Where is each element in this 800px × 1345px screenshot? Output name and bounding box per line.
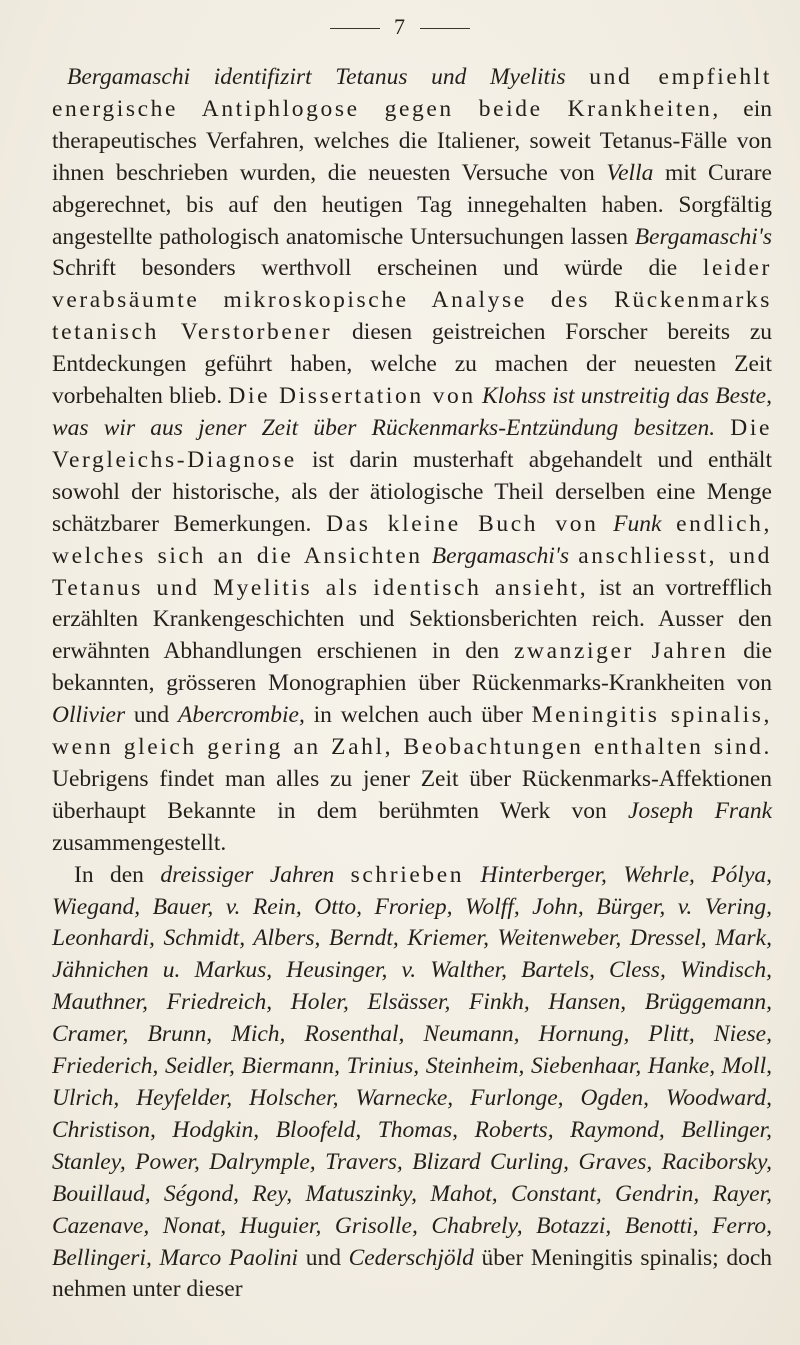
text-run: und: [125, 702, 178, 729]
header-rule-left: [330, 28, 380, 29]
italic-run: Klohss ist unstreitig das Beste, was wir aus jener Zeit über Rückenmarks-Entzündung besitzen.: [52, 383, 772, 441]
spaced-emphasis-run: zwanziger Jahren: [514, 638, 729, 665]
text-run: [715, 415, 730, 441]
italic-run: Bergamaschi's: [634, 223, 772, 250]
text-run: in welchen auch über: [304, 702, 532, 729]
text-run: mit Curare abgerechnet, bis auf den heutigen Tag innegehalten haben. Sorgfältig angestellte pathologisch anatomische Untersuchungen lassen: [52, 159, 772, 250]
text-run: über Meningitis spinalis; doch nehmen unter dieser: [52, 1244, 773, 1303]
text-run: diesen geistreichen Forscher bereits zu Entdeckungen geführt haben, welche zu machen der neuesten Zeit vorbehalten blieb.: [52, 319, 772, 410]
spaced-emphasis-run: Das kleine Buch von: [326, 510, 599, 537]
text-run: und: [298, 1244, 349, 1271]
spaced-emphasis-run: endlich, welches sich an die Ansichten: [52, 510, 772, 569]
text-run: Uebrigens findet man alles zu jener Zeit über Rückenmarks-Affektionen überhaupt Bekannte in dem berühmten Werk von: [52, 765, 772, 824]
text-run: Schrift besonders werthvoll erscheinen und würde die: [52, 255, 703, 282]
spaced-emphasis-run: leider verabsäumte mikroskopische Analyse des Rückenmarks tetanisch Verstorbener: [52, 255, 772, 346]
italic-run: Hinterberger, Wehrle, Pólya, Wiegand, Bauer, v. Rein, Otto, Froriep, Wolff, John, Bürger, v. Vering, Leonhardi, Schmidt, Albers, Berndt, Kriemer, Weitenweber, Dressel, Mark, Jähnichen u. Markus, Heusinger, v. Walther, Bartels, Cless, Windisch, Mauthner, Friedreich, Holer, Elsässer, Finkh, Hansen, Brüggemann, Cramer, Brunn, Mich, Rosenthal, Neumann, Hornung, Plitt, Niese, Friederich, Seidler, Biermann, Trinius, Steinheim, Siebenhaar, Hanke, Moll, Ulrich, Heyfelder, Holscher, Warnecke, Furlonge, Ogden, Woodward, Christison, Hodgkin, Bloofeld, Thomas, Roberts, Raymond, Bellinger, Stanley, Power, Dalrymple, Travers, Blizard Curling, Graves, Raciborsky, Bouillaud, Ségond, Rey, Matuszinky, Mahot, Constant, Gendrin, Rayer, Cazenave, Nonat, Huguier, Grisolle, Chabrely, Botazzi, Benotti, Ferro, Bellingeri, Marco Paolini: [52, 861, 772, 1271]
italic-run: Bergamaschi's: [431, 542, 570, 569]
text-run: [661, 511, 676, 537]
text-run: [598, 511, 613, 537]
header-rule-right: [420, 28, 470, 29]
spaced-emphasis-run: Meningitis spinalis, wenn gleich gering an Zahl, Beobachtungen enthalten sind.: [52, 702, 773, 761]
text-run: [334, 862, 350, 888]
body-text: [52, 62, 772, 1306]
italic-run: Funk: [613, 510, 662, 537]
page-header: [0, 14, 800, 40]
spaced-emphasis-run: Die Vergleichs-Diagnose: [52, 414, 772, 473]
text-run: [464, 862, 480, 888]
italic-run: Joseph Frank: [628, 797, 772, 824]
italic-run: Bergamaschi identifizirt Tetanus und Myelitis: [67, 64, 566, 90]
italic-run: Abercrombie,: [178, 702, 305, 729]
text-run: [566, 64, 590, 90]
text-run: die bekannten, grösseren Monographien über Rückenmarks-Krankheiten von: [52, 638, 772, 697]
text-run: In den: [74, 861, 161, 888]
spaced-emphasis-run: schrieben: [350, 861, 465, 888]
italic-run: Vella: [606, 159, 654, 186]
text-run: ein therapeutisches Verfahren, welches die Italiener, soweit Tetanus-Fälle von ihnen beschrieben wurden, die neuesten Versuche von: [52, 95, 772, 186]
text-run: ist darin musterhaft abgehandelt und enthält sowohl der historische, als der ätiologische Theil derselben eine Menge schätzbarer Bemerkungen.: [52, 446, 772, 537]
text-run: [569, 543, 578, 569]
page-number: 7: [394, 14, 406, 39]
text-run: [423, 543, 432, 569]
text-run: ist an vortrefflich erzählten Krankengeschichten und Sektionsberichten reich. Ausser den erwähnten Abhandlungen erschienen in den: [52, 574, 772, 665]
paragraph-1: [52, 62, 772, 860]
paragraph-2: [52, 860, 772, 1307]
text-run: zusammengestellt.: [52, 829, 227, 856]
spaced-emphasis-run: Die Dissertation von: [228, 383, 476, 410]
spaced-emphasis-run: und empfiehlt energische Antiphlogose gegen beide Krankheiten,: [52, 64, 773, 122]
italic-run: Ollivier: [52, 702, 126, 729]
italic-run: Cederschjöld: [348, 1244, 474, 1271]
spaced-emphasis-run: anschliesst, und Tetanus und Myelitis als identisch ansieht,: [52, 542, 772, 601]
italic-run: dreissiger Jahren: [160, 861, 335, 888]
